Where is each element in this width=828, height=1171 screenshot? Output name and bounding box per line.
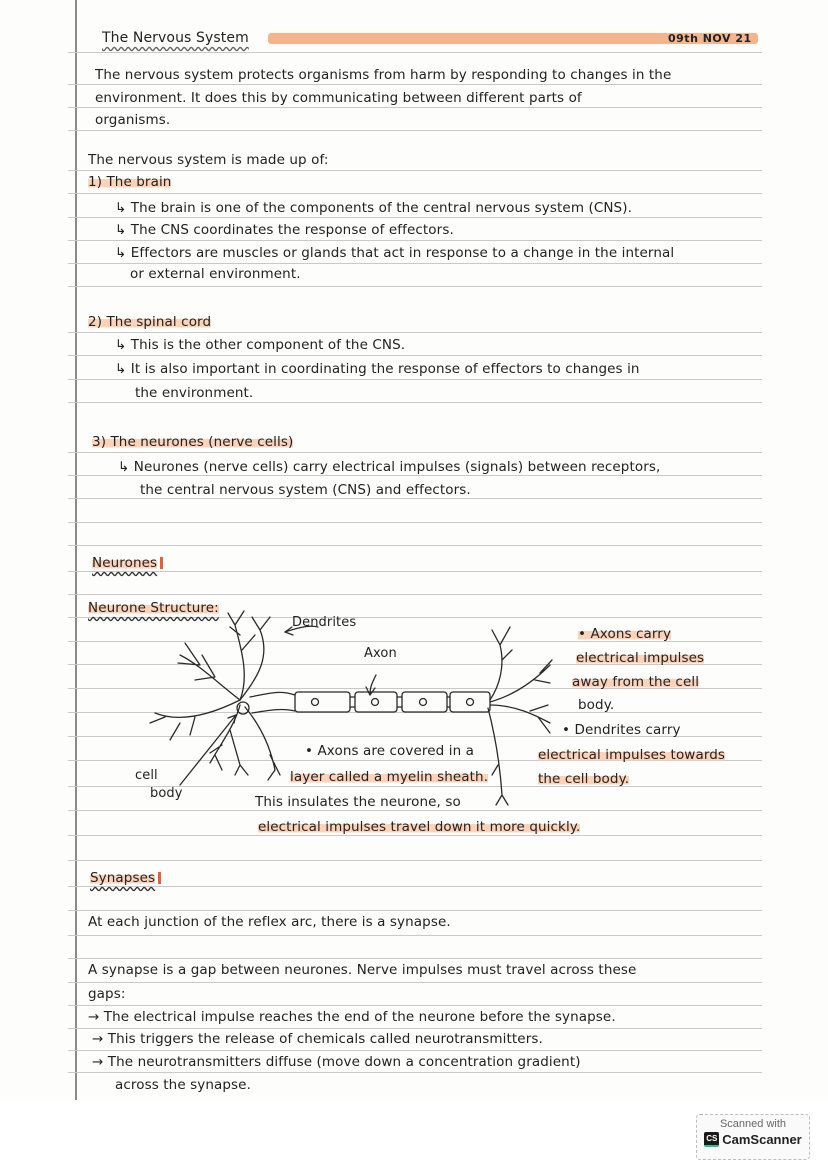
ruled-line (68, 1005, 762, 1006)
ruled-line (68, 332, 762, 333)
watermark-brand-name: CamScanner (722, 1132, 802, 1147)
myelin-segment (450, 692, 490, 712)
side-note-line: • Dendrites carry (562, 722, 681, 738)
neurones-point: the central nervous system (CNS) and effectors. (140, 482, 471, 498)
spinal-cord-point: ↳ This is the other component of the CNS. (115, 337, 406, 353)
brain-point: ↳ Effectors are muscles or glands that act in response to a change in the internal (115, 245, 675, 261)
myelin-note-line (290, 769, 488, 785)
ruled-line (68, 130, 762, 131)
page-title: The Nervous System (102, 30, 249, 46)
ruled-line (68, 1072, 762, 1073)
ruled-line (68, 240, 762, 241)
brain-point: ↳ The CNS coordinates the response of effectors. (115, 222, 454, 238)
page-date: 09th NOV 21 (668, 32, 752, 45)
ruled-line (68, 594, 762, 595)
side-note-line: electrical impulses towards (538, 747, 726, 763)
ruled-line (68, 1028, 762, 1029)
side-note-line: body. (578, 697, 615, 713)
myelin-sheath-highlight: layer called a myelin sheath. (290, 769, 489, 785)
axon-terminal (490, 627, 512, 700)
camscanner-logo-icon: CS (704, 1132, 719, 1147)
highlight-tick (158, 872, 161, 884)
axon-terminal (488, 708, 508, 805)
ruled-line (68, 860, 762, 861)
synapse-junction: At each junction of the reflex arc, there is a synapse. (88, 914, 451, 930)
axon-terminal (490, 705, 550, 733)
ruled-line (68, 935, 762, 936)
ruled-line (68, 522, 762, 523)
ruled-line (68, 402, 762, 403)
neurones-heading: 3) The neurones (nerve cells) (92, 434, 294, 450)
dendrite-branch (178, 643, 240, 700)
myelin-segment (295, 692, 350, 712)
myelin-note-line: • Axons are covered in a (305, 743, 474, 759)
myelin-segment (402, 692, 447, 712)
side-note-line: away from the cell (572, 674, 700, 690)
ruled-line (68, 886, 762, 887)
dendrite-branch (240, 617, 270, 700)
ruled-line (68, 982, 762, 983)
ruled-line (68, 355, 762, 356)
dendrites-label: Dendrites (292, 615, 357, 630)
ruled-line (68, 958, 762, 959)
synapses-heading-text: Synapses (90, 870, 156, 886)
brain-heading: 1) The brain (88, 174, 172, 190)
intro-line: organisms. (95, 112, 171, 128)
axon-hillock (250, 692, 295, 697)
dendrite-branch (150, 700, 240, 740)
ruled-line (68, 286, 762, 287)
ruled-line (68, 84, 762, 85)
made-up-of-heading: The nervous system is made up of: (88, 152, 329, 168)
highlight-tick (160, 557, 163, 569)
ruled-line (68, 475, 762, 476)
ruled-line (68, 170, 762, 171)
cell-body-label-line1: cell (135, 768, 158, 783)
ruled-line (68, 379, 762, 380)
synapse-step: → The electrical impulse reaches the end of the neurone before the synapse. (88, 1009, 616, 1025)
side-note-line: the cell body. (538, 771, 630, 787)
myelin-note-line: This insulates the neurone, so (255, 794, 461, 810)
neurone-diagram (140, 605, 560, 825)
ruled-line (68, 1050, 762, 1051)
ruled-line (68, 545, 762, 546)
ruled-line (68, 571, 762, 572)
ruled-line (68, 452, 762, 453)
ruled-line (68, 193, 762, 194)
brain-point: ↳ The brain is one of the components of the central nervous system (CNS). (115, 200, 632, 216)
ruled-line (68, 498, 762, 499)
camscanner-watermark (696, 1114, 810, 1160)
myelin-note-line: electrical impulses travel down it more quickly. (258, 819, 581, 835)
dendrite-branch (245, 707, 280, 780)
brain-point: or external environment. (130, 266, 301, 282)
myelin-segment (355, 692, 397, 712)
cell-body-arrow (180, 715, 236, 785)
synapse-step: → The neurotransmitters diffuse (move down a concentration gradient) (92, 1054, 581, 1070)
neurones-point: ↳ Neurones (nerve cells) carry electrical impulses (signals) between receptors, (118, 459, 661, 475)
intro-line: environment. It does this by communicating between different parts of (95, 90, 582, 106)
neurones-section-heading-text: Neurones (92, 555, 158, 571)
synapse-step: across the synapse. (115, 1077, 251, 1093)
watermark-brand (697, 1132, 809, 1147)
ruled-line (68, 217, 762, 218)
synapses-heading (90, 870, 161, 886)
watermark-caption: Scanned with (719, 1118, 787, 1130)
neurone-structure-heading-text: Neurone Structure: (88, 600, 219, 616)
cell-body-label-line2: body (150, 786, 183, 801)
synapse-definition: gaps: (88, 986, 126, 1002)
side-note-line: • Axons carry (578, 626, 672, 642)
neurones-section-heading (92, 555, 163, 571)
intro-line: The nervous system protects organisms from harm by responding to changes in the (95, 67, 672, 83)
spinal-cord-point: the environment. (135, 385, 254, 401)
ruled-line (68, 52, 762, 53)
ruled-line (68, 107, 762, 108)
dendrite-branch (228, 611, 255, 700)
axon-label: Axon (364, 646, 397, 661)
synapse-definition: A synapse is a gap between neurones. Nerve impulses must travel across these (88, 962, 637, 978)
spinal-cord-heading: 2) The spinal cord (88, 314, 212, 330)
spinal-cord-point: ↳ It is also important in coordinating the response of effectors to changes in (115, 361, 640, 377)
ruled-line (68, 835, 762, 836)
ruled-line (68, 910, 762, 911)
side-note-line: electrical impulses (576, 650, 705, 666)
ruled-line (68, 263, 762, 264)
synapse-step: → This triggers the release of chemicals called neurotransmitters. (92, 1031, 543, 1047)
